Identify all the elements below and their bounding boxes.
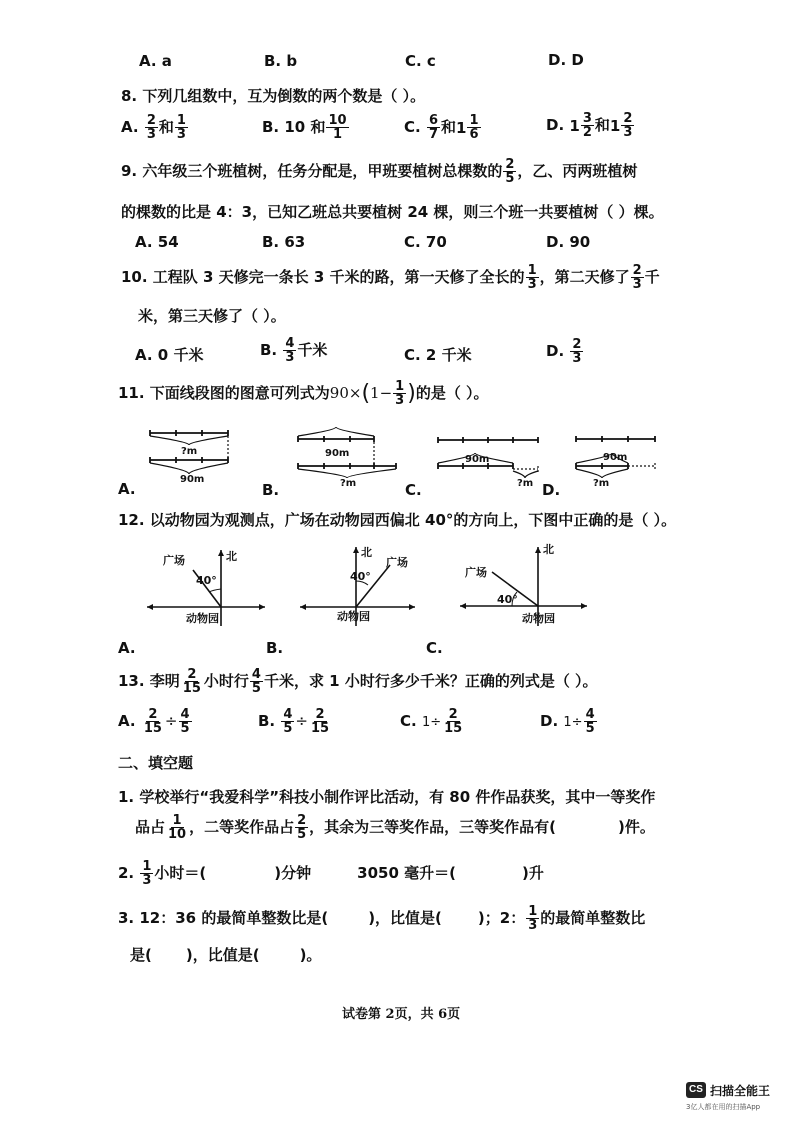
- fraction: [250, 668, 263, 695]
- f3-text-b: )，比值是(: [368, 909, 442, 927]
- q11-label-c: C.: [405, 481, 422, 499]
- numerator: 1: [142, 859, 152, 874]
- fraction: [181, 668, 203, 695]
- fraction: [427, 114, 440, 141]
- arrow-icon: [409, 604, 415, 610]
- q13-text-a: 13. 李明: [118, 672, 180, 690]
- north-label-a: 北: [226, 550, 237, 563]
- denominator: 3: [176, 127, 186, 142]
- fraction: [145, 114, 158, 141]
- q8-a-label: A.: [121, 118, 139, 136]
- q11-expr-one: 1−: [370, 384, 393, 402]
- numerator: 1: [469, 113, 479, 128]
- zoo-label-c: 动物园: [522, 612, 555, 625]
- north-label-b: 北: [361, 546, 372, 559]
- whole-part: 1: [456, 118, 467, 137]
- denominator: 15: [182, 681, 201, 696]
- q11-label-d: D.: [542, 481, 561, 499]
- f1-line1: 1. 学校举行“我爱科学”科技小制作评比活动，有 80 件作品获奖，其中一等奖作: [118, 788, 656, 806]
- fraction: [621, 112, 634, 139]
- f2-text-b: )分钟: [274, 864, 312, 882]
- square-label-c: 广场: [465, 566, 487, 579]
- fraction: [166, 814, 188, 841]
- q13-c-label: C.: [400, 712, 417, 730]
- numerator: 2: [572, 337, 582, 352]
- f1-line2: [135, 814, 655, 841]
- q8-c-label: C.: [404, 118, 421, 136]
- denominator: 3: [623, 125, 633, 140]
- q8-c-mid: 和: [441, 118, 457, 136]
- numerator: 3: [582, 111, 592, 126]
- seg-label-c1: 90m: [465, 454, 490, 465]
- q8-option-d: [546, 112, 635, 139]
- fraction: [584, 708, 597, 735]
- f3-text-c: )；2：: [477, 909, 526, 927]
- numerator: 2: [187, 667, 197, 682]
- arrow-icon: [535, 547, 541, 553]
- zoo-label-b: 动物园: [337, 610, 370, 623]
- fraction: [570, 338, 583, 365]
- numerator: 6: [428, 113, 438, 128]
- angle-label-a: 40°: [196, 574, 217, 587]
- north-label-c: 北: [543, 543, 554, 556]
- arrow-icon: [460, 603, 466, 609]
- square-label-a: 广场: [163, 554, 185, 567]
- q10-text-c: 千: [644, 268, 660, 286]
- denominator: 2: [582, 125, 592, 140]
- denominator: 1: [333, 127, 343, 142]
- q9-option-c: C. 70: [404, 233, 447, 251]
- q10-option-a: A. 0 千米: [135, 346, 204, 364]
- q13-option-b: [258, 708, 332, 735]
- numerator: 1: [527, 263, 537, 278]
- q8-d-mid: 和: [594, 116, 610, 134]
- fraction: [631, 264, 644, 291]
- f2-text-c: 3050 毫升＝(: [357, 864, 456, 882]
- arrow-icon: [581, 603, 587, 609]
- f1-text-c: ，其余为三等奖作品，三等奖作品有(: [309, 818, 557, 836]
- denominator: 5: [283, 721, 293, 736]
- q10-b-unit: 千米: [297, 341, 328, 359]
- denominator: 5: [585, 721, 595, 736]
- fraction: [503, 158, 516, 185]
- q8-a-mid: 和: [158, 118, 174, 136]
- fraction: [295, 814, 308, 841]
- q8-option-c: [404, 114, 482, 141]
- q11-expr-a: 90×: [329, 384, 362, 402]
- f3-text-d: 的最简单整数比: [540, 909, 646, 927]
- numerator: 2: [448, 707, 458, 722]
- angle-label-c: 40°: [497, 593, 518, 606]
- seg-label-a2: 90m: [180, 474, 205, 485]
- paren: ): [407, 381, 416, 406]
- q7-option-a: A. a: [139, 52, 172, 70]
- denominator: 6: [469, 127, 479, 142]
- numerator: 1: [176, 113, 186, 128]
- numerator: 2: [505, 157, 515, 172]
- seg-label-d2: ?m: [593, 478, 610, 489]
- denominator: 5: [297, 827, 307, 842]
- whole-part: 1: [569, 116, 580, 135]
- section-heading: 二、填空题: [118, 754, 194, 772]
- arrow-icon: [218, 550, 224, 556]
- denominator: 15: [444, 721, 463, 736]
- square-label-b: 广场: [386, 556, 408, 569]
- q13-stem: [118, 668, 598, 695]
- numerator: 2: [632, 263, 642, 278]
- q7-option-d: D. D: [548, 51, 584, 69]
- q8-d-label: D.: [546, 116, 565, 134]
- fraction: [179, 708, 192, 735]
- q13-b-label: B.: [258, 712, 276, 730]
- paren: (: [361, 381, 371, 406]
- q12-label-b: B.: [266, 639, 284, 657]
- q10-text-b: ，第二天修了: [539, 268, 630, 286]
- f1-text-b: ，二等奖作品占: [189, 818, 295, 836]
- q9-line2: 的棵数的比是 4：3，已知乙班总共要植树 24 棵，则三个班一共要植树（ ）棵。: [121, 203, 664, 221]
- denominator: 3: [572, 351, 582, 366]
- denominator: 5: [180, 721, 190, 736]
- numerator: 2: [297, 813, 307, 828]
- zoo-label-a: 动物园: [186, 612, 219, 625]
- q11-stem: [118, 380, 489, 407]
- q9-option-b: B. 63: [262, 233, 306, 251]
- denominator: 3: [527, 277, 537, 292]
- q11-label-a: A.: [118, 480, 136, 498]
- denominator: 3: [142, 873, 152, 888]
- q10-line2: 米，第三天修了（ ）。: [138, 307, 286, 325]
- f2-text-d: )升: [521, 864, 544, 882]
- q9-option-d: D. 90: [546, 233, 591, 251]
- page-footer: 试卷第 2页，共 6页: [342, 1007, 461, 1022]
- mixed-number: [569, 112, 594, 139]
- numerator: 2: [315, 707, 325, 722]
- denominator: 3: [395, 393, 405, 408]
- seg-label-b2: ?m: [340, 478, 357, 489]
- operator: ÷: [295, 712, 308, 730]
- q7-option-c: C. c: [405, 52, 436, 70]
- q12-direction-diagrams: [0, 535, 794, 640]
- mixed-number: [456, 114, 481, 141]
- camscanner-logo-icon: CS: [686, 1082, 706, 1098]
- fraction: [526, 905, 539, 932]
- seg-label-c2: ?m: [517, 478, 534, 489]
- fraction: [393, 380, 406, 407]
- f3-line1: [118, 905, 645, 932]
- arrow-icon: [353, 547, 359, 553]
- fraction: [309, 708, 331, 735]
- fraction: [283, 337, 296, 364]
- denominator: 5: [251, 681, 261, 696]
- angle-label-b: 40°: [350, 570, 371, 583]
- numerator: 2: [623, 111, 633, 126]
- q9-option-a: A. 54: [135, 233, 179, 251]
- fraction: [142, 708, 164, 735]
- arrow-icon: [259, 604, 265, 610]
- f1-text-d: )件。: [618, 818, 655, 836]
- fraction: [442, 708, 464, 735]
- q10-option-c: C. 2 千米: [404, 346, 472, 364]
- fraction: [526, 264, 539, 291]
- q10-text-a: 10. 工程队 3 天修完一条长 3 千米的路，第一天修了全长的: [121, 268, 525, 286]
- mixed-number: [610, 112, 635, 139]
- q13-text-b: 小时行: [203, 672, 249, 690]
- q13-d-label: D.: [540, 712, 559, 730]
- numerator: 4: [585, 707, 595, 722]
- q10-b-label: B.: [260, 341, 278, 359]
- seg-label-a1: ?m: [181, 446, 198, 457]
- watermark-title: 扫描全能王: [710, 1084, 771, 1098]
- numerator: 4: [285, 336, 295, 351]
- numerator: 4: [180, 707, 190, 722]
- q10-option-d: [546, 338, 584, 365]
- numerator: 1: [172, 813, 182, 828]
- q8-option-b: [262, 114, 350, 141]
- fraction: [326, 114, 348, 141]
- q13-text-c: 千米，求 1 小时行多少千米？正确的列式是（ ）。: [263, 672, 598, 690]
- denominator: 3: [528, 918, 538, 933]
- q13-option-d: [540, 708, 598, 735]
- numerator: 4: [283, 707, 293, 722]
- q10-option-b: [260, 337, 327, 364]
- seg-label-d1: 90m: [603, 452, 628, 463]
- q12-stem: 12. 以动物园为观测点，广场在动物园西偏北 40°的方向上，下图中正确的是（ ）。: [118, 511, 677, 529]
- q13-a-label: A.: [118, 712, 136, 730]
- q8-b-text: 10 和: [284, 118, 326, 136]
- denominator: 15: [143, 721, 162, 736]
- f3-text-a: 3. 12：36 的最简单整数比是(: [118, 909, 329, 927]
- q11-label-b: B.: [262, 481, 280, 499]
- q8-stem: 8. 下列几组数中，互为倒数的两个数是（ ）。: [121, 87, 426, 105]
- q11-text-b: 的是（ ）。: [415, 384, 489, 402]
- q8-option-a: [121, 114, 189, 141]
- denominator: 7: [428, 127, 438, 142]
- q13-c-one: 1÷: [421, 715, 442, 730]
- q12-label-c: C.: [426, 639, 443, 657]
- fraction: [140, 860, 153, 887]
- whole-part: 1: [609, 116, 621, 135]
- q8-b-label: B.: [262, 118, 280, 136]
- numerator: 10: [328, 113, 347, 128]
- numerator: 1: [528, 904, 538, 919]
- fraction: [175, 114, 188, 141]
- fraction: [281, 708, 294, 735]
- q7-option-b: B. b: [264, 52, 298, 70]
- q10-line1: [121, 264, 660, 291]
- arrow-icon: [300, 604, 306, 610]
- q9-text-b: ，乙、丙两班植树: [517, 162, 638, 180]
- fraction: [581, 112, 594, 139]
- fraction: [467, 114, 480, 141]
- denominator: 15: [311, 721, 330, 736]
- q9-text-a: 9. 六年级三个班植树，任务分配是，甲班要植树总棵数的: [121, 162, 503, 180]
- q13-d-one: 1÷: [563, 715, 583, 730]
- seg-label-b1: 90m: [325, 448, 350, 459]
- denominator: 3: [146, 127, 156, 142]
- denominator: 5: [505, 171, 515, 186]
- f3-text-f: )，比值是(: [185, 946, 260, 964]
- q11-text-a: 11. 下面线段图的图意可列式为: [118, 384, 330, 402]
- f3-text-g: )。: [299, 946, 322, 964]
- denominator: 10: [168, 827, 187, 842]
- numerator: 2: [148, 707, 158, 722]
- f3-text-e: 是(: [130, 946, 152, 964]
- watermark-subtitle: 3亿人都在用的扫描App: [686, 1103, 761, 1111]
- q12-label-a: A.: [118, 639, 136, 657]
- f2-text-a: 小时＝(: [154, 864, 207, 882]
- f2-number: 2.: [118, 864, 135, 882]
- q13-option-c: [400, 708, 465, 735]
- operator: ÷: [164, 712, 178, 730]
- denominator: 3: [632, 277, 642, 292]
- numerator: 2: [146, 113, 156, 128]
- f1-text-a: 品占: [135, 818, 166, 836]
- numerator: 4: [251, 667, 261, 682]
- numerator: 1: [395, 379, 405, 394]
- q9-line1: [121, 158, 637, 185]
- q10-d-label: D.: [546, 342, 565, 360]
- q13-option-a: [118, 708, 193, 735]
- f3-line2: [130, 944, 321, 965]
- denominator: 3: [285, 350, 295, 365]
- arrow-icon: [147, 604, 153, 610]
- f2-line: [118, 860, 544, 887]
